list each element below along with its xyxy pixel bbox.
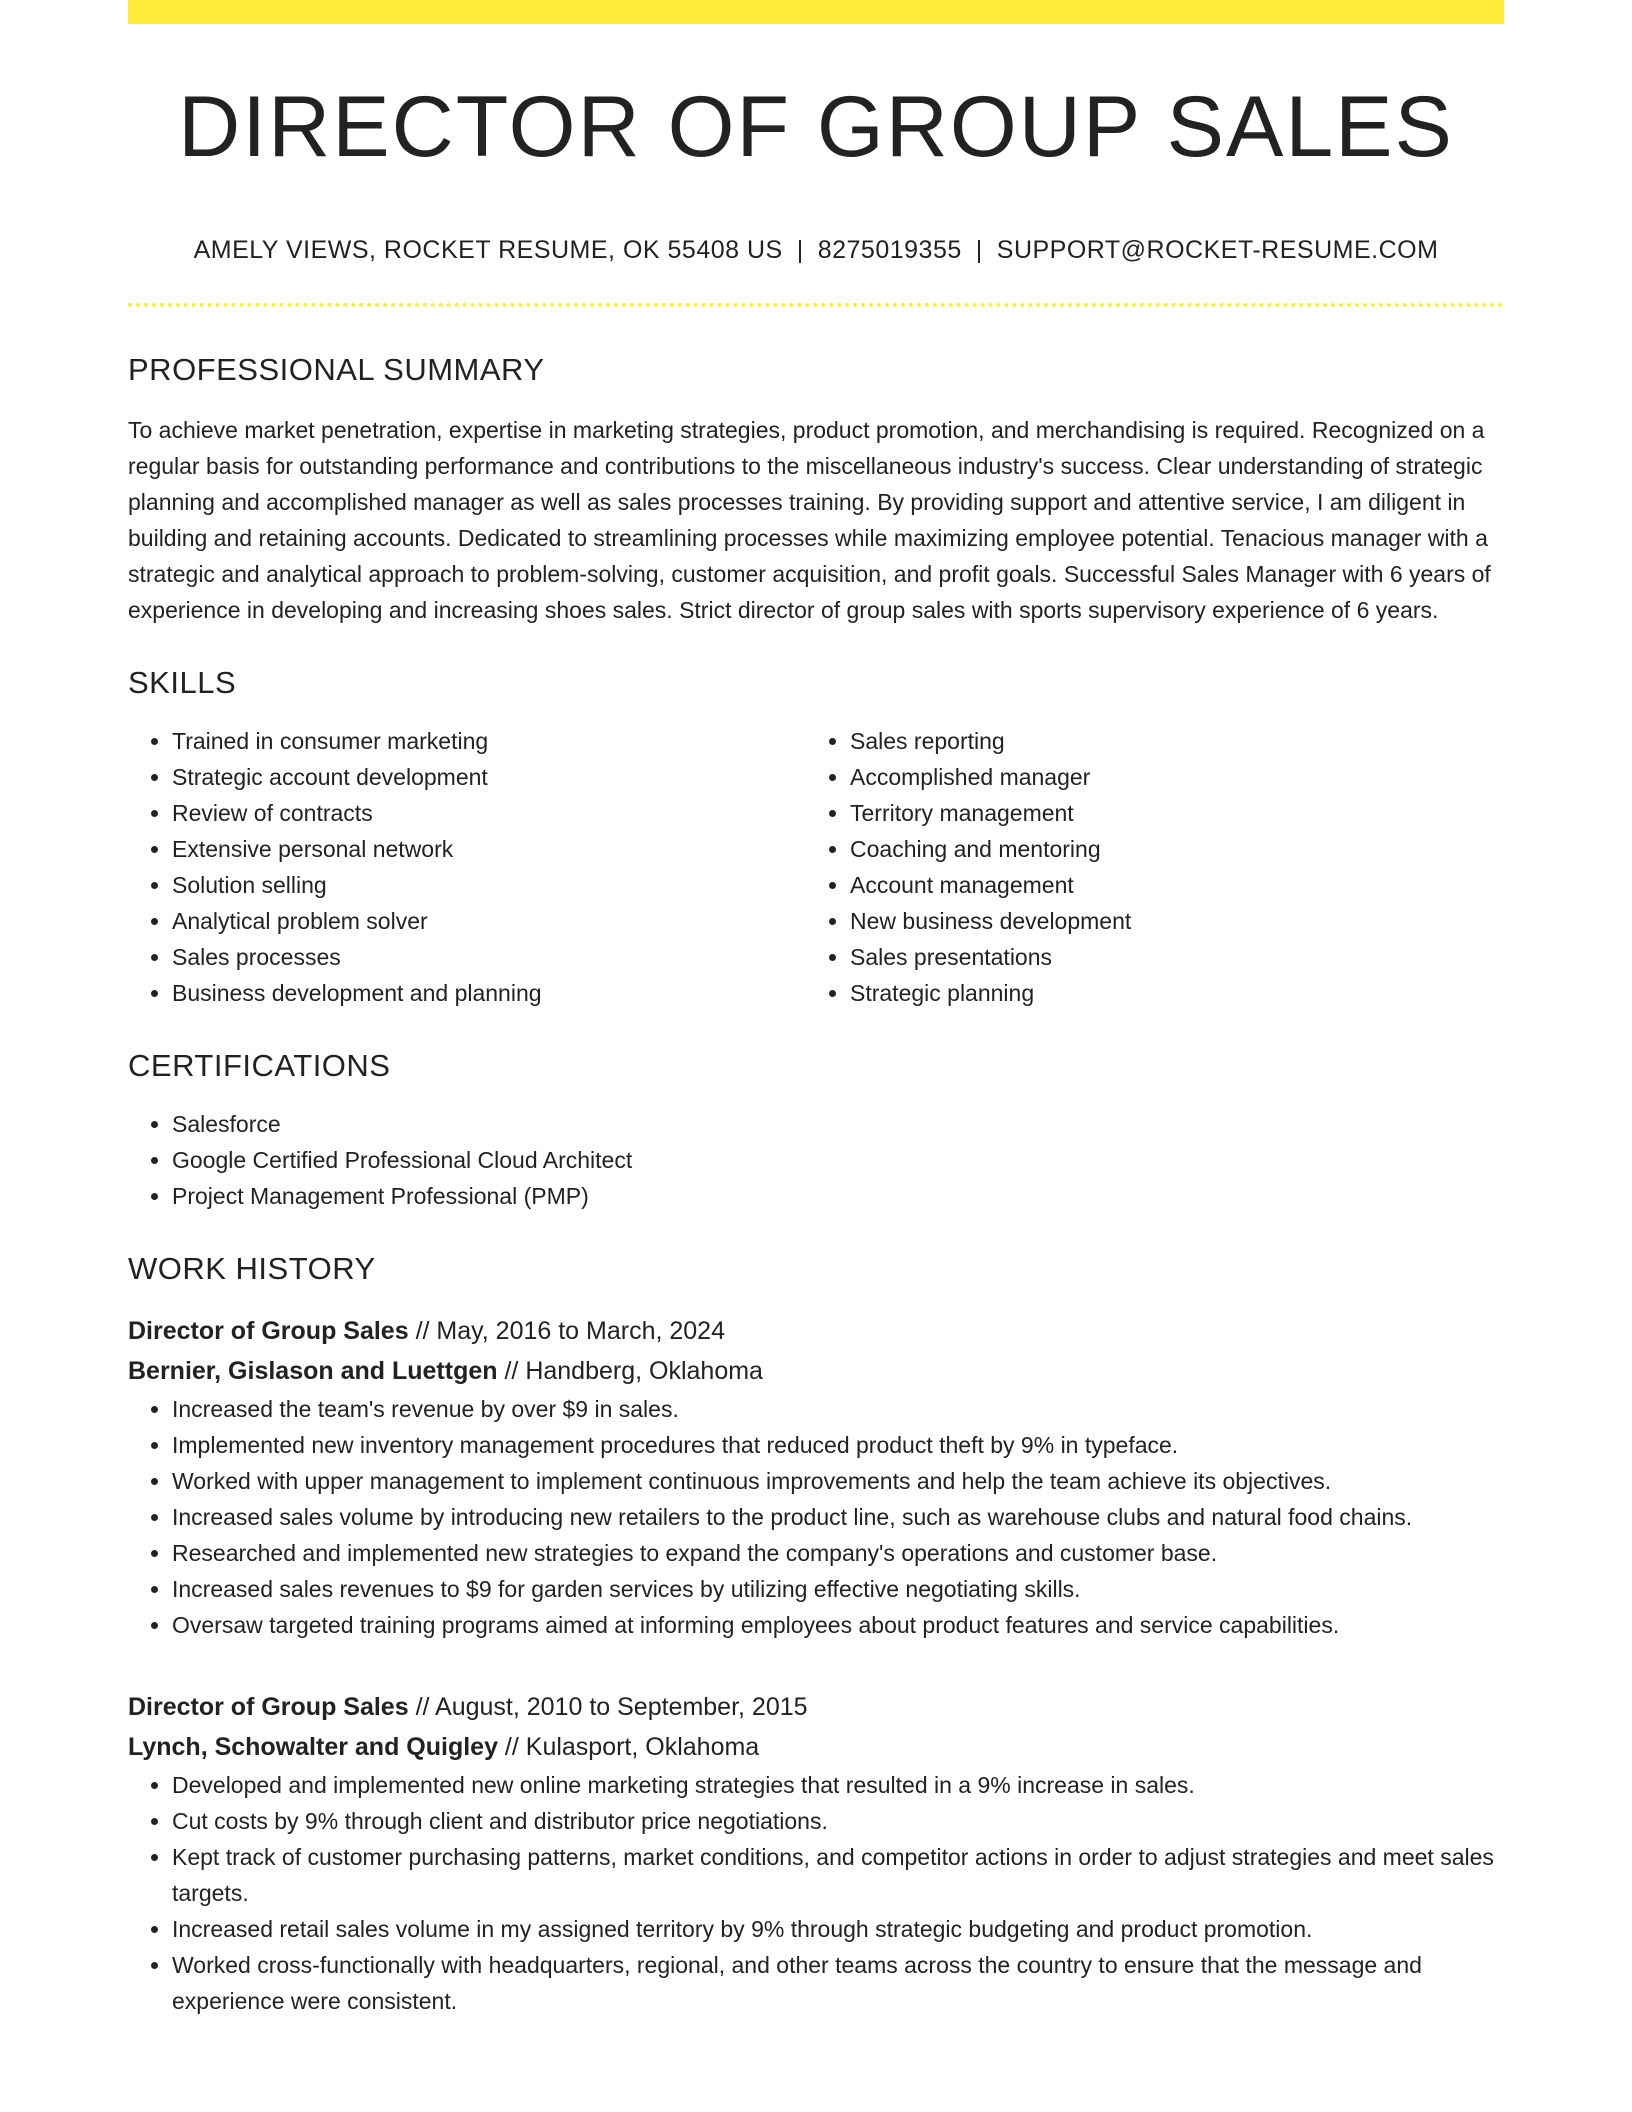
job-bullet: • Increased sales volume by introducing new retailers to the product line, such as warehouse clubs and natural food chains. bbox=[172, 1499, 1504, 1535]
skills-columns bbox=[128, 723, 1504, 1011]
work-history-list bbox=[128, 1311, 1504, 2019]
job-bullet: • Increased sales revenues to $9 for garden services by utilizing effective negotiating skills. bbox=[172, 1571, 1504, 1607]
job-bullet: • Implemented new inventory management procedures that reduced product theft by 9% in typeface. bbox=[172, 1427, 1504, 1463]
contact-email[interactable]: SUPPORT@ROCKET-RESUME.COM bbox=[996, 235, 1439, 264]
dotted-divider bbox=[128, 303, 1504, 307]
skills-column-right bbox=[806, 723, 1484, 1011]
resume-title: DIRECTOR OF GROUP SALES bbox=[178, 79, 1454, 175]
job-bullet: • Worked with upper management to implement continuous improvements and help the team achieve its objectives. bbox=[172, 1463, 1504, 1499]
skill-item: • Sales reporting bbox=[850, 723, 1484, 759]
skill-item: • Trained in consumer marketing bbox=[172, 723, 806, 759]
job-company-line bbox=[128, 1727, 1504, 1767]
job-role: Director of Group Sales bbox=[128, 1693, 409, 1722]
job-role-line bbox=[128, 1687, 1504, 1727]
job-role-line bbox=[128, 1311, 1504, 1351]
skills-list-right bbox=[806, 723, 1484, 1011]
summary-text: To achieve market penetration, expertise in marketing strategies, product promotion, and merchandising is required. Recognized on a regular basis for outstanding performance and contributions to the miscellaneous industry's success. Clear understanding of strategic planning and accomplished manager as well as sales processes training. By providing support and attentive service, I am diligent in building and retaining accounts. Dedicated to streamlining processes while maximizing employee potential. Tenacious manager with a strategic and analytical approach to problem-solving, customer acquisition, and profit goals. Successful Sales Manager with 6 years of experience in developing and increasing shoes sales. Strict director of group sales with sports supervisory experience of 6 years. bbox=[128, 416, 1491, 623]
job-bullet: • Increased the team's revenue by over $9 in sales. bbox=[172, 1391, 1504, 1427]
job-bullet: • Developed and implemented new online marketing strategies that resulted in a 9% increase in sales. bbox=[172, 1767, 1504, 1803]
contact-phone: 8275019355 bbox=[817, 235, 962, 264]
certification-item: • Project Management Professional (PMP) bbox=[172, 1178, 1504, 1214]
skill-item: • Solution selling bbox=[172, 867, 806, 903]
job-entry bbox=[128, 1687, 1504, 2019]
job-entry bbox=[128, 1311, 1504, 1643]
skills-heading: SKILLS bbox=[128, 664, 237, 700]
certifications-block bbox=[128, 1106, 1504, 1214]
contact-separator: | bbox=[796, 235, 804, 264]
job-bullet: • Increased retail sales volume in my assigned territory by 9% through strategic budgeting and product promotion. bbox=[172, 1911, 1504, 1947]
job-bullet: • Cut costs by 9% through client and distributor price negotiations. bbox=[172, 1803, 1504, 1839]
skill-item: • Accomplished manager bbox=[850, 759, 1484, 795]
summary-heading: PROFESSIONAL SUMMARY bbox=[128, 351, 545, 387]
job-bullet: • Kept track of customer purchasing patterns, market conditions, and competitor actions in order to adjust strategies and meet sales targets. bbox=[172, 1839, 1504, 1911]
contact-address: AMELY VIEWS, ROCKET RESUME, OK 55408 US bbox=[193, 235, 783, 264]
job-role: Director of Group Sales bbox=[128, 1317, 409, 1346]
certifications-list bbox=[128, 1106, 1504, 1214]
job-bullet: • Oversaw targeted training programs aimed at informing employees about product features and service capabilities. bbox=[172, 1607, 1504, 1643]
skill-item: • Analytical problem solver bbox=[172, 903, 806, 939]
skill-item: • Strategic planning bbox=[850, 975, 1484, 1011]
job-location: // Handberg, Oklahoma bbox=[497, 1357, 763, 1386]
job-bullet-list bbox=[128, 1391, 1504, 1643]
job-company-line bbox=[128, 1351, 1504, 1391]
skill-item: • Strategic account development bbox=[172, 759, 806, 795]
top-accent-bar bbox=[128, 0, 1504, 24]
skill-item: • Territory management bbox=[850, 795, 1484, 831]
job-bullet: • Worked cross-functionally with headquarters, regional, and other teams across the country to ensure that the message and experience were consistent. bbox=[172, 1947, 1504, 2019]
job-bullet-list bbox=[128, 1767, 1504, 2019]
resume-page bbox=[128, 0, 1504, 2019]
skill-item: • Review of contracts bbox=[172, 795, 806, 831]
certification-item: • Google Certified Professional Cloud Architect bbox=[172, 1142, 1504, 1178]
skill-item: • Sales presentations bbox=[850, 939, 1484, 975]
job-dates: // May, 2016 to March, 2024 bbox=[408, 1317, 725, 1346]
skill-item: • Coaching and mentoring bbox=[850, 831, 1484, 867]
skill-item: • Extensive personal network bbox=[172, 831, 806, 867]
skill-item: • New business development bbox=[850, 903, 1484, 939]
contact-separator: | bbox=[975, 235, 983, 264]
job-company: Bernier, Gislason and Luettgen bbox=[128, 1357, 498, 1386]
job-bullet: • Researched and implemented new strategies to expand the company's operations and customer base. bbox=[172, 1535, 1504, 1571]
certification-item: • Salesforce bbox=[172, 1106, 1504, 1142]
job-dates: // August, 2010 to September, 2015 bbox=[408, 1693, 808, 1722]
contact-line bbox=[128, 235, 1504, 265]
skill-item: • Account management bbox=[850, 867, 1484, 903]
certifications-heading: CERTIFICATIONS bbox=[128, 1047, 391, 1083]
skills-column-left bbox=[128, 723, 806, 1011]
skill-item: • Sales processes bbox=[172, 939, 806, 975]
skills-list-left bbox=[128, 723, 806, 1011]
job-company: Lynch, Schowalter and Quigley bbox=[128, 1733, 498, 1762]
job-location: // Kulasport, Oklahoma bbox=[497, 1733, 760, 1762]
work-history-heading: WORK HISTORY bbox=[128, 1251, 376, 1287]
skill-item: • Business development and planning bbox=[172, 975, 806, 1011]
